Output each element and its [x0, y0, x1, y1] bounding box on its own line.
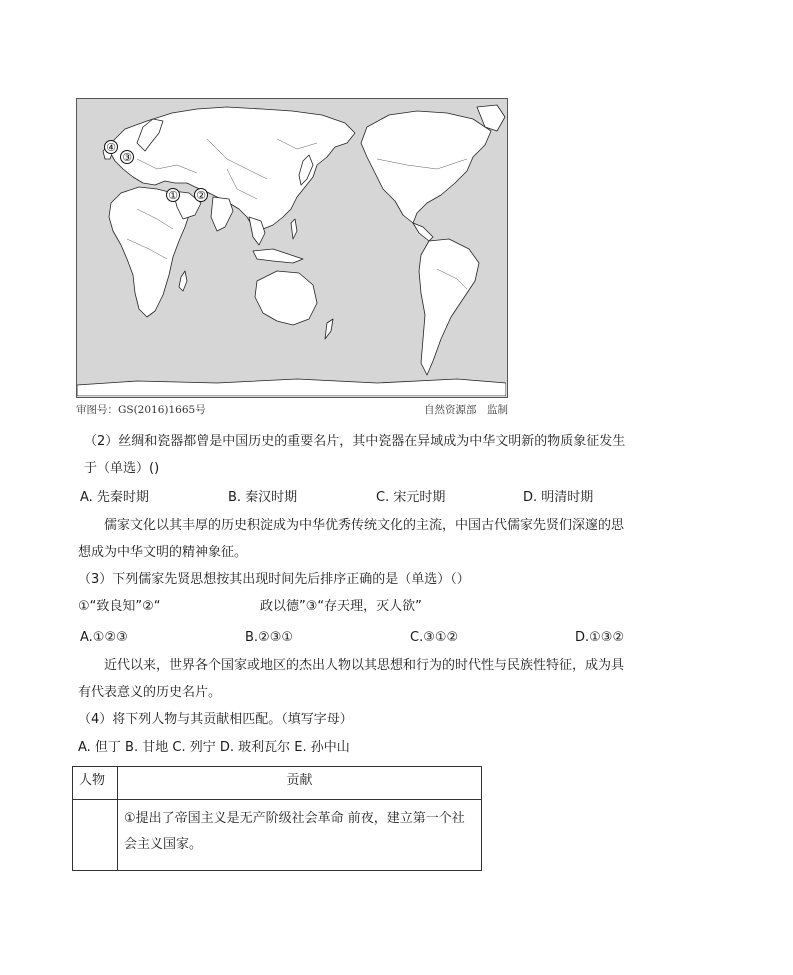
q2-stem-line2: 于（单选）() — [84, 461, 160, 476]
row1-contribution-cell: ①提出了帝国主义是无产阶级社会革命 前夜，建立第一个社会主义国家。 — [118, 800, 482, 871]
q3-option-a: A.①②③ — [80, 630, 128, 645]
q3-option-b: B.②③① — [245, 630, 294, 645]
map-supervisor: 自然资源部 监制 — [424, 404, 508, 416]
q2-option-b: B. 秦汉时期 — [228, 490, 298, 505]
world-map-figure — [76, 98, 508, 398]
marker-3: ③ — [122, 151, 132, 164]
row1-person-cell[interactable] — [73, 800, 118, 871]
q2-option-c: C. 宋元时期 — [376, 490, 446, 505]
world-map — [77, 99, 506, 396]
map-approval-number: 审图号：GS(2016)1665号 — [76, 404, 206, 416]
antarctica — [77, 379, 506, 396]
header-contribution: 贡献 — [118, 767, 482, 800]
q3-items-part2: 政以德”③“存天理，灭人欲” — [260, 599, 422, 614]
q3-items-part1: ①“致良知”②“ — [78, 599, 161, 614]
matching-table — [72, 766, 482, 871]
q4-stem: （4）将下列人物与其贡献相匹配。（填写字母） — [78, 712, 353, 727]
header-person: 人物 — [73, 767, 118, 800]
q2-stem-line1: （2）丝绸和瓷器都曾是中国历史的重要名片，其中瓷器在异域成为中华文明新的物质象征发生 — [84, 434, 626, 449]
table-row — [73, 800, 482, 871]
para2-line2: 有代表意义的历史名片。 — [78, 685, 222, 700]
map-caption — [76, 402, 508, 418]
marker-1: ① — [168, 189, 178, 202]
marker-2: ② — [196, 189, 206, 202]
q2-option-d: D. 明清时期 — [523, 490, 594, 505]
q3-option-d: D.①③② — [575, 630, 625, 645]
table-header-row — [73, 767, 482, 800]
para1-line1: 儒家文化以其丰厚的历史积淀成为中华优秀传统文化的主流，中国古代儒家先贤们深邃的思 — [104, 518, 625, 533]
q4-choices: A. 但丁 B. 甘地 C. 列宁 D. 玻利瓦尔 E. 孙中山 — [78, 740, 350, 755]
marker-4: ④ — [106, 141, 116, 154]
para2-line1: 近代以来，世界各个国家或地区的杰出人物以其思想和行为的时代性与民族性特征，成为具 — [104, 658, 625, 673]
q2-option-a: A. 先秦时期 — [80, 490, 149, 505]
para1-line2: 想成为中华文明的精神象征。 — [78, 545, 248, 560]
q3-option-c: C.③①② — [410, 630, 459, 645]
q3-stem: （3）下列儒家先贤思想按其出现时间先后排序正确的是（单选）（） — [78, 572, 470, 587]
